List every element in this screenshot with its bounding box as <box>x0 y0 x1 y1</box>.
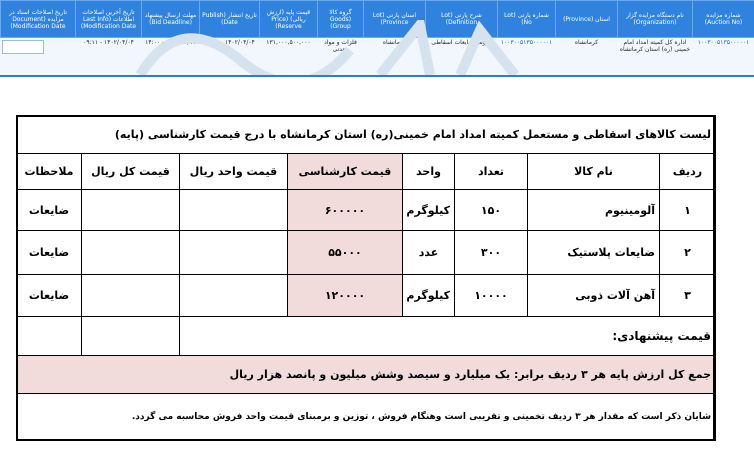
header-count: تعداد <box>455 154 528 190</box>
col-document-modification[interactable]: تاریخ اصلاحات اسناد در مزایده (Document Modification Date) <box>1 1 76 38</box>
cell-lot-province: کرمانشاه <box>382 39 407 46</box>
cell-auction-no[interactable]: ۱۰۰۳۰۰۵۱۳۵۰۰۰۰۰۱ <box>697 39 750 46</box>
cell-organization: اداره کل کمیته امداد امام خمینی (ره) استان کرمانشاه <box>619 39 691 53</box>
item-count: ۱۰۰۰۰ <box>455 275 528 316</box>
col-auction-no[interactable]: شماره مزایده (Auction No) <box>693 1 754 38</box>
auction-info-table <box>0 0 754 73</box>
suggested-price-label: قیمت پیشنهادی: <box>180 316 716 355</box>
row-select-box[interactable] <box>2 40 44 54</box>
col-organization[interactable]: نام دستگاه مزایده گزار (Organization) <box>618 1 693 38</box>
note-text: شایان ذکر است که مقدار هر ۳ ردیف تخمینی و تقریبی است وهنگام فروش ، توزین و برمبنای قیمت واحد فروش محاسبه می گردد. <box>17 393 716 440</box>
cell-definition: فروش ضایعات اسقاطی <box>431 39 492 46</box>
col-lot-no[interactable]: شماره پارتی (Lot No) <box>498 1 556 38</box>
item-expert-price: ۶۰۰۰۰۰ <box>288 190 403 231</box>
col-bid-deadline[interactable]: مهلت ارسال پیشنهاد (Bid Deadline) <box>142 1 200 38</box>
header-remarks: ملاحظات <box>17 154 82 190</box>
item-row-no: ۳ <box>660 275 716 316</box>
item-expert-price: ۵۵۰۰۰ <box>288 231 403 275</box>
cell-deadline: ۱۴۰۲/۰۴/۱۱ - ۱۴:۰۰ <box>145 39 196 46</box>
item-remarks: ضایعات <box>17 275 82 316</box>
header-expert-price: قیمت کارشناسی <box>288 154 403 190</box>
header-total-price: قیمت کل ریال <box>82 154 180 190</box>
cell-goods-group: فلزات و مواد معدنی <box>324 39 357 53</box>
cell-last-mod: ۱۴۰۲/۰۴/۰۴ - ۰۹:۱۱ <box>83 39 134 46</box>
col-publish-date[interactable]: تاریخ انتشار (Publish Date) <box>200 1 260 38</box>
item-count: ۳۰۰ <box>455 231 528 275</box>
header-row-no: ردیف <box>660 154 716 190</box>
item-row-no: ۲ <box>660 231 716 275</box>
item-remarks: ضایعات <box>17 190 82 231</box>
col-lot-definition[interactable]: شرح پارتی (Lot Definition) <box>426 1 498 38</box>
item-expert-price: ۱۲۰۰۰۰ <box>288 275 403 316</box>
cell-publish: ۱۴۰۲/۰۴/۰۴ - ۰۹:۰۰ <box>204 39 255 46</box>
item-row-no: ۱ <box>660 190 716 231</box>
col-goods-group[interactable]: گروه کالا (Goods Group) <box>318 1 364 38</box>
item-unit: کیلوگرم <box>403 275 455 316</box>
header-name: نام کالا <box>528 154 660 190</box>
header-unit: واحد <box>403 154 455 190</box>
item-name: آلومینیوم <box>528 190 660 231</box>
document-title: لیست کالاهای اسقاطی و مستعمل کمیته امداد امام خمینی(ره) استان کرمانشاه با درج قیمت کارشناسی (پایه) <box>17 116 716 154</box>
cell-province: کرمانشاه <box>574 39 599 46</box>
sum-text: جمع کل ارزش پایه هر ۳ ردیف برابر: یک میلیارد و سیصد وشش میلیون و پانصد هزار ریال <box>17 355 716 393</box>
document-frame <box>16 115 715 441</box>
item-unit: کیلوگرم <box>403 190 455 231</box>
col-last-modification[interactable]: تاریخ آخرین اصلاحات اطلاعات (Last Info Modification Date) <box>76 1 142 38</box>
cell-lot-no[interactable]: ۱۰۰۳۰۰۵۱۳۵۰۰۰۰۰۱ <box>500 39 553 46</box>
auction-info-strip <box>0 0 754 77</box>
strip-header-row <box>1 1 754 38</box>
col-lot-province[interactable]: استان پارتی (Lot Province) <box>364 1 426 38</box>
header-unit-price: قیمت واحد ریال <box>180 154 288 190</box>
item-name: آهن آلات ذوبی <box>528 275 660 316</box>
cell-price: ۱۳۱,۰۰۰,۵۰۰,۰۰۰ <box>266 39 311 46</box>
item-name: ضایعات پلاستیک <box>528 231 660 275</box>
col-province[interactable]: استان (Province) <box>556 1 618 38</box>
table-row[interactable] <box>1 38 754 74</box>
item-count: ۱۵۰ <box>455 190 528 231</box>
item-remarks: ضایعات <box>17 231 82 275</box>
col-price[interactable]: قیمت پایه (ارزش ریالی) (Price Reserve) <box>260 1 318 38</box>
item-unit: عدد <box>403 231 455 275</box>
